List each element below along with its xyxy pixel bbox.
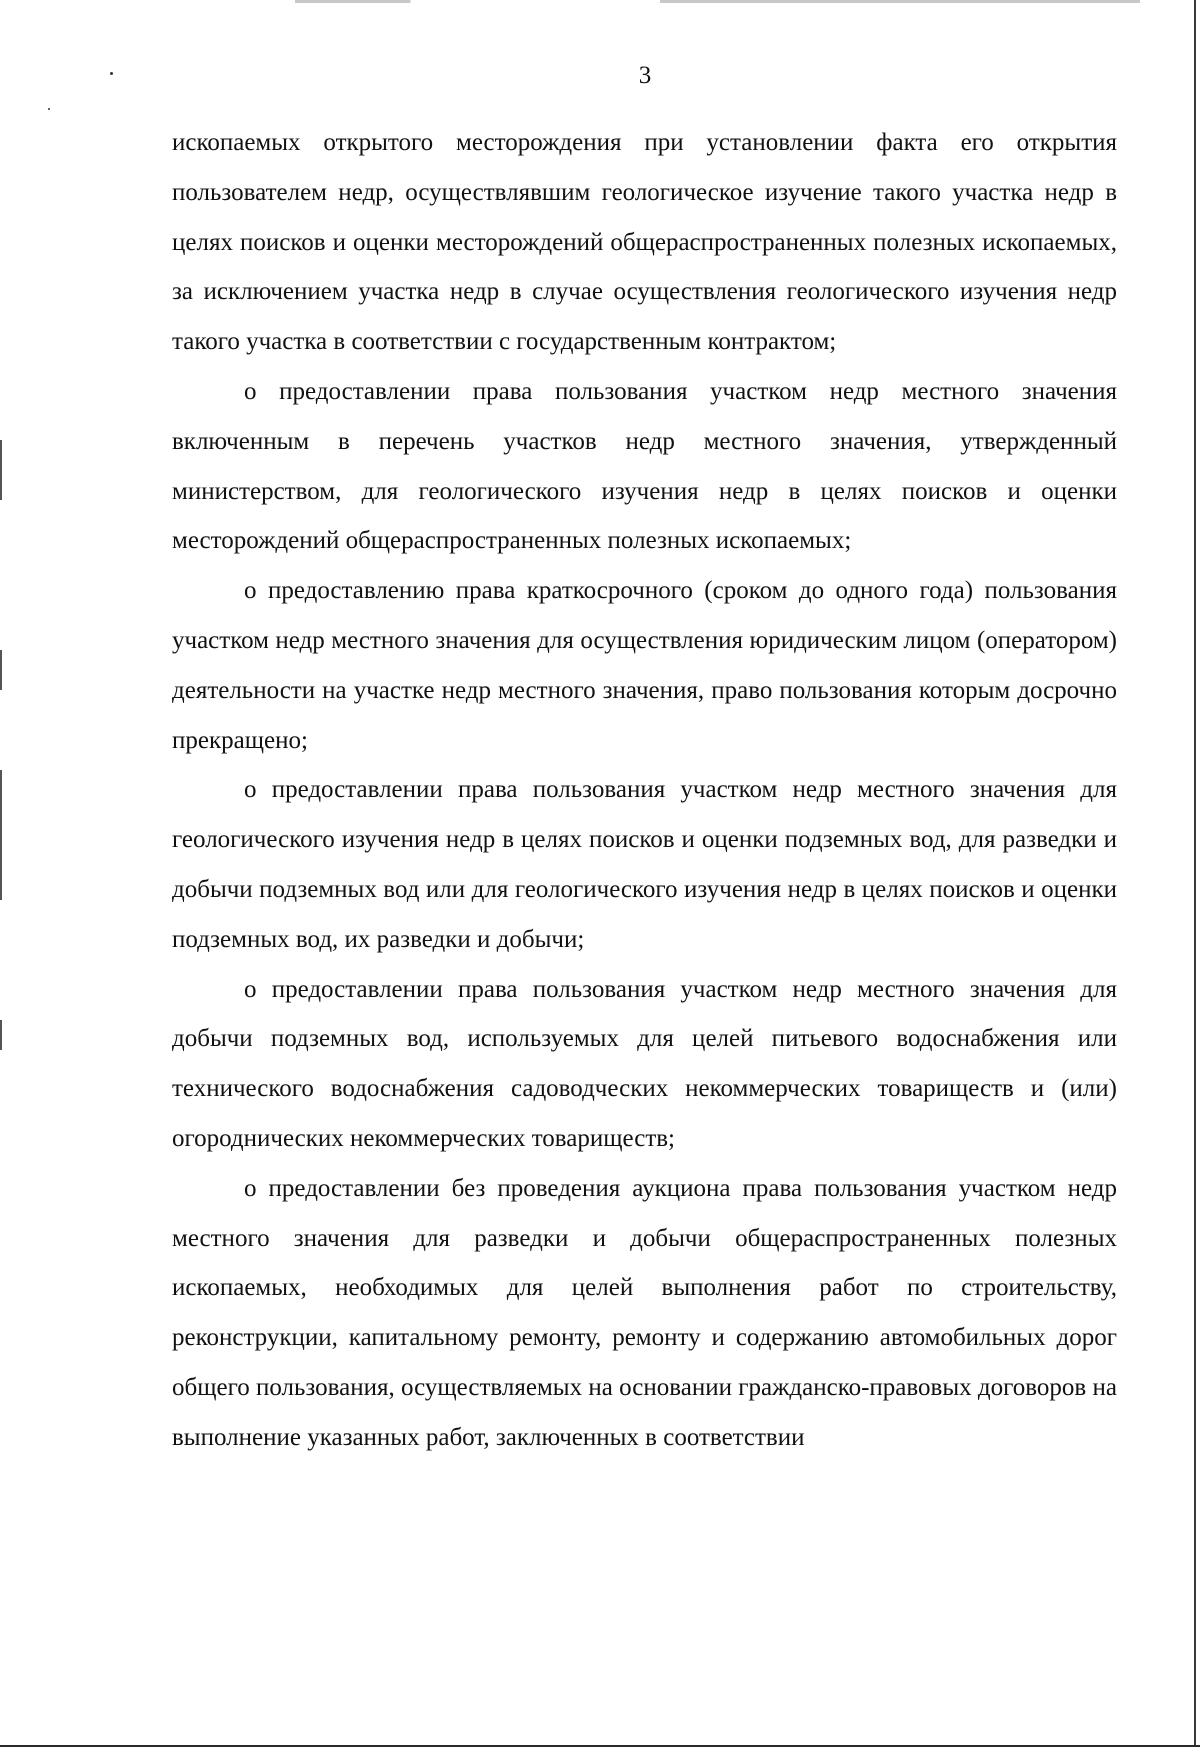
- paragraph: о предоставлению права краткосрочного (сроком до одного года) пользования участком недр местного значения для осуществления юридическим лицом (оператором) деятельности на участке недр местного значения, право пользования которым досрочно прекращено;: [172, 577, 1117, 754]
- document-body: [172, 118, 1117, 1463]
- scan-mark-left: [0, 770, 2, 900]
- paragraph: о предоставлении права пользования участком недр местного значения для геологического изучения недр в целях поисков и оценки подземных вод, для разведки и добычи подземных вод или для геологического изучения недр в целях поисков и оценки подземных вод, их разведки и добычи;: [172, 776, 1117, 953]
- page-number: 3: [638, 62, 652, 89]
- scan-speck: [48, 108, 50, 110]
- scan-edge-right: [1194, 0, 1196, 1747]
- paragraph: о предоставлении права пользования участком недр местного значения включенным в перечень участков недр местного значения, утвержденный министерством, для геологического изучения недр в целях поисков и оценки месторождений общераспространенных полезных ископаемых;: [172, 377, 1117, 555]
- scan-mark-left: [0, 1020, 2, 1050]
- paragraph: ископаемых открытого месторождения при установлении факта его открытия пользователем недр, осуществлявшим геологическое изучение такого участка недр в целях поисков и оценки месторождений общераспространенных полезных ископаемых, за исключением участка недр в случае осуществления геологического изучения недр такого участка в соответствии с государственным контрактом;: [172, 129, 1117, 356]
- scan-edge-top: [180, 0, 1140, 3]
- paragraph: о предоставлении права пользования участком недр местного значения для добычи подземных вод, используемых для целей питьевого водоснабжения или технического водоснабжения садоводческих некоммерческих товариществ и (или) огороднических некоммерческих товариществ;: [172, 975, 1117, 1152]
- paragraph: о предоставлении без проведения аукциона права пользования участком недр местного значения для разведки и добычи общераспространенных полезных ископаемых, необходимых для целей выполнения работ по строительству, реконструкции, капитальному ремонту, ремонту и содержанию автомобильных дорог общего пользования, осуществляемых на основании гражданско-правовых договоров на выполнение указанных работ, заключенных в соответствии: [172, 1174, 1117, 1451]
- scan-mark-left: [0, 650, 2, 690]
- scan-mark-left: [0, 440, 2, 500]
